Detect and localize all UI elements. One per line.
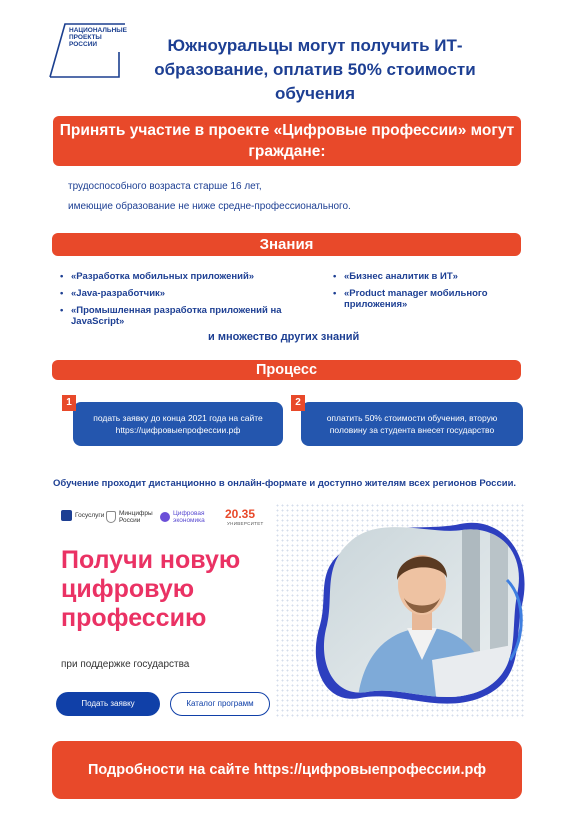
promo-subtitle: при поддержке государства — [61, 659, 190, 670]
knowledge-more: и множество других знаний — [208, 331, 360, 343]
university-2035-sub: УНИВЕРСИТЕТ — [227, 521, 264, 526]
knowledge-banner: Знания — [52, 233, 521, 256]
knowledge-item: • «Java-разработчик» — [60, 288, 290, 299]
process-step-2 — [301, 402, 523, 446]
national-projects-logo — [47, 22, 127, 80]
partner-mincifry — [106, 510, 157, 524]
requirement-item: трудоспособного возраста старше 16 лет, — [68, 181, 262, 192]
knowledge-list-right — [333, 271, 503, 316]
process-step-text: оплатить 50% стоимости обучения, вторую половину за студента внесет государство — [326, 413, 498, 435]
process-banner: Процесс — [52, 360, 521, 380]
requirement-item: имеющие образование не ниже средне-профессионального. — [68, 201, 351, 212]
student-photo — [312, 510, 530, 705]
step-number-badge: 2 — [291, 395, 305, 411]
page-title: Южноуральцы могут получить ИТ-образование, оплатив 50% стоимости обучения — [154, 36, 476, 103]
partner-label: Минцифры России — [119, 510, 153, 524]
step-number-badge: 1 — [62, 395, 76, 411]
partner-label: Цифровая экономика — [173, 510, 205, 524]
gosuslugi-icon — [61, 510, 72, 521]
partner-gosuslugi — [61, 510, 105, 521]
partner-digital-economy — [160, 510, 213, 524]
process-step-1 — [73, 402, 283, 446]
process-step-text: подать заявку до конца 2021 года на сайте https://цифровыепрофессии.рф — [93, 413, 263, 435]
emblem-icon — [106, 511, 116, 523]
knowledge-item: • «Бизнес аналитик в ИТ» — [333, 271, 503, 282]
logo-text: НАЦИОНАЛЬНЫЕ ПРОЕКТЫ РОССИИ — [69, 27, 127, 49]
partner-label: Госуслуги — [75, 512, 105, 519]
remote-learning-note: Обучение проходит дистанционно в онлайн-формате и доступно жителям всех регионов России. — [52, 478, 517, 489]
footer-link-banner[interactable]: Подробности на сайте https://цифровыепрофессии.рф — [52, 741, 522, 799]
participation-banner: Принять участие в проекте «Цифровые профессии» могут граждане: — [53, 116, 521, 166]
knowledge-item: • «Product manager мобильного приложения» — [333, 288, 503, 310]
university-2035-logo: 20.35 — [225, 507, 256, 521]
knowledge-item: • «Промышленная разработка приложений на JavaScript» — [60, 305, 290, 327]
digital-economy-icon — [160, 512, 170, 522]
knowledge-list-left — [60, 271, 290, 333]
promo-title: Получи новую цифровую профессию — [61, 546, 241, 632]
apply-button[interactable]: Подать заявку — [56, 692, 160, 716]
catalog-button[interactable]: Каталог программ — [170, 692, 270, 716]
knowledge-item: • «Разработка мобильных приложений» — [60, 271, 290, 282]
